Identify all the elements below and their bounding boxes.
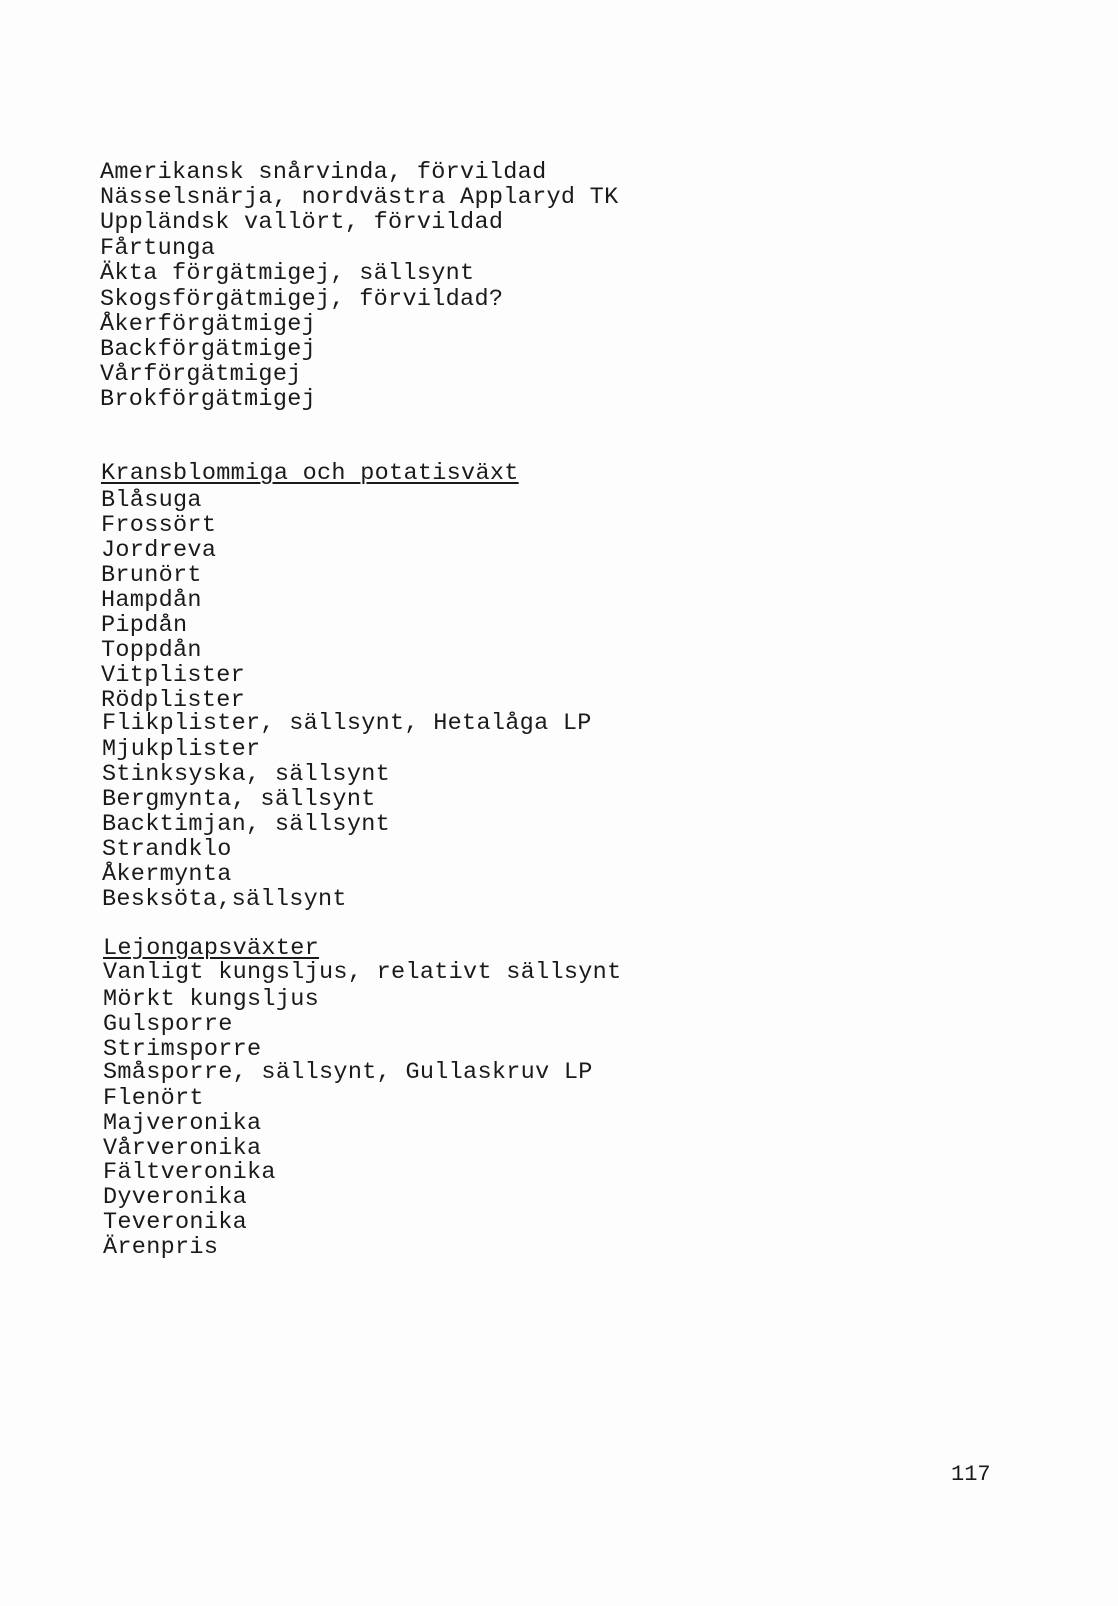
list-item: Jordreva [101, 537, 217, 564]
list-item: Backtimjan, sällsynt [102, 811, 391, 838]
list-item: Amerikansk snårvinda, förvildad [100, 159, 547, 186]
list-item: Vårveronika [103, 1135, 262, 1162]
list-item: Äkta förgätmigej, sällsynt [100, 260, 475, 287]
page-number: 117 [951, 1462, 991, 1487]
list-item: Blåsuga [101, 487, 202, 514]
list-item: Stinksyska, sällsynt [102, 761, 391, 788]
list-item: Åkermynta [102, 861, 232, 888]
list-item: Gulsporre [103, 1011, 233, 1038]
list-item: Brunört [101, 562, 202, 589]
list-item: Besksöta,sällsynt [102, 886, 347, 913]
list-item: Hampdån [101, 587, 202, 614]
section-heading: Lejongapsväxter [103, 935, 320, 962]
list-item: Vårförgätmigej [100, 361, 302, 388]
list-item: Vitplister [101, 662, 246, 689]
list-item: Toppdån [101, 637, 202, 664]
list-item: Vanligt kungsljus, relativt sällsynt [103, 959, 622, 986]
list-item: Skogsförgätmigej, förvildad? [100, 286, 504, 313]
list-item: Rödplister [101, 687, 246, 714]
list-item: Pipdån [101, 612, 188, 639]
list-item: Flikplister, sällsynt, Hetalåga LP [102, 710, 592, 737]
list-item: Bergmynta, sällsynt [102, 786, 376, 813]
list-item: Majveronika [103, 1110, 262, 1137]
list-item: Åkerförgätmigej [100, 311, 317, 338]
list-item: Mjukplister [102, 736, 261, 763]
list-item: Teveronika [103, 1209, 248, 1236]
list-item: Strimsporre [103, 1036, 262, 1063]
list-item: Fältveronika [103, 1159, 276, 1186]
list-item: Småsporre, sällsynt, Gullaskruv LP [103, 1059, 593, 1086]
list-item: Strandklo [102, 836, 232, 863]
list-item: Fårtunga [100, 235, 216, 262]
section-heading: Kransblommiga och potatisväxt [101, 460, 519, 487]
list-item: Backförgätmigej [100, 336, 317, 363]
list-item: Uppländsk vallört, förvildad [100, 209, 504, 236]
list-item: Mörkt kungsljus [103, 986, 320, 1013]
list-item: Nässelsnärja, nordvästra Applaryd TK [100, 184, 619, 211]
list-item: Brokförgätmigej [100, 386, 317, 413]
list-item: Dyveronika [103, 1184, 248, 1211]
list-item: Ärenpris [103, 1234, 219, 1261]
list-item: Flenört [103, 1085, 204, 1112]
list-item: Frossört [101, 512, 217, 539]
